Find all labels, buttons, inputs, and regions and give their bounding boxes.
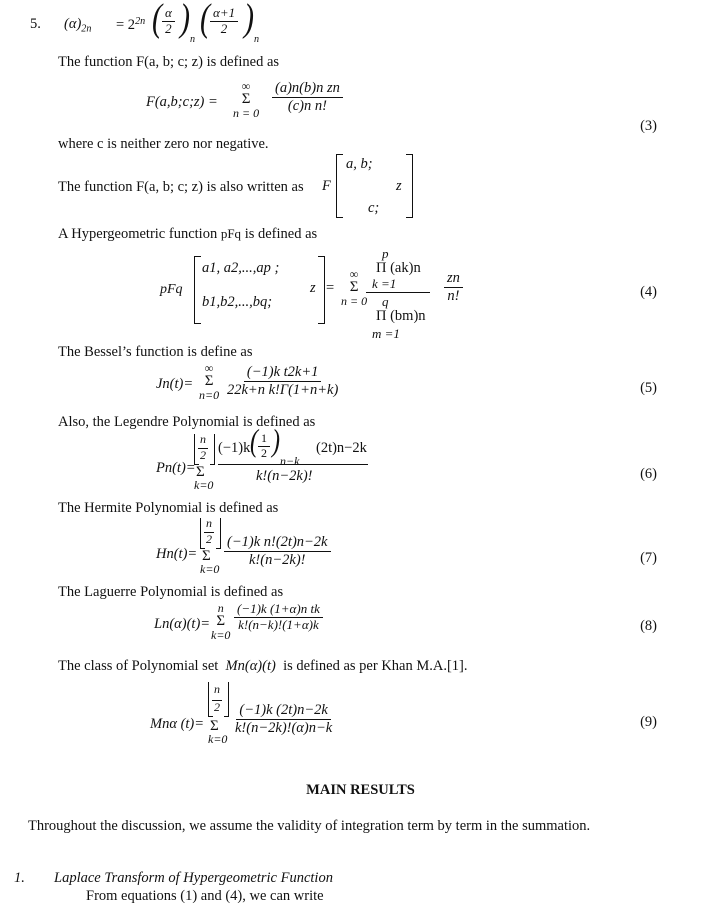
paragraph-hypergeometric: A Hypergeometric function pFq is defined as (58, 226, 318, 242)
equation-9-label: (9) (640, 714, 657, 730)
paragraph-legendre: Also, the Legendre Polynomial is defined as (58, 414, 316, 430)
equation-7: Hn(t)= n 2 Σ k=0 $\frac{\text{(−1)k n!(2t)n−2k}}{k!(n-2k)!}$ (156, 516, 356, 578)
m-symbol: Mn(α)(t) (225, 658, 276, 674)
paragraph-hermite: The Hermite Polynomial is defined as (58, 500, 279, 516)
equation-3: F(a,b;c;z) = ∞ Σ n = 0 $\frac{\text{(a)n(b)n zn}}{\text{(c)n n!}}$ (146, 80, 366, 130)
equation-4-label: (4) (640, 284, 657, 300)
paragraph-c-condition: where c is neither zero nor negative. (58, 136, 269, 152)
paragraph-class: The class of Polynomial set Mn(α)(t) is defined as per Khan M.A.[1]. (58, 658, 468, 674)
equation-8-label: (8) (640, 618, 657, 634)
equation-f-matrix: F a, b; z c; (322, 152, 422, 220)
paragraph-f-definition: The function F(a, b; c; z) is defined as (58, 54, 280, 70)
paragraph-assumption: Throughout the discussion, we assume the validity of integration term by term in the summation. (28, 818, 591, 834)
item-5-number: 5. (30, 16, 41, 32)
section-heading-main-results: MAIN RESULTS (306, 782, 415, 798)
section-1-number: 1. (14, 870, 25, 886)
equation-5-label: (5) (640, 380, 657, 396)
equation-7-label: (7) (640, 550, 657, 566)
equation-6: Pn(t)= n 2 Σ k=0 (−1)k ( $\frac{1}{2}$ ) n−k (2t)n−2k k!(n−2k)! (156, 425, 367, 492)
section-1-body: From equations (1) and (4), we can write (86, 888, 324, 904)
pfq-symbol: pFq (220, 226, 242, 241)
paragraph-laguerre: The Laguerre Polynomial is defined as (58, 584, 284, 600)
equation-6-label: (6) (640, 466, 657, 482)
equation-9: Mnα (t)= n 2 Σ k=0 $\frac{(-1)k (2t)n-2k}{k!(n-2k)!(\alpha)n-k}$ (150, 682, 333, 746)
equation-8: Ln(α)(t)= n Σ k=0 $\frac{\text{(−1)k (1+α)n tk}}{k!(n-k)!(1+\alpha)k}$ (154, 600, 354, 648)
equation-4: pFq a1, a2,...,ap ; b1,b2,...,bq; z = ∞ Σ n = 0 p Π (ak)n k =1 q Π (bm)n m =1 $\frac{zn}{n!}$ (160, 246, 490, 342)
equation-3-label: (3) (640, 118, 657, 134)
section-1-title: Laplace Transform of Hypergeometric Function (54, 870, 333, 886)
paragraph-bessel: The Bessel’s function is define as (58, 344, 253, 360)
equation-5: Jn(t)= ∞ Σ n=0 $\frac{\text{(−1)k t2k+1}}{\text{22k+n k!Γ(1+n+k)}}$ (156, 361, 339, 402)
paragraph-f-written: The function F(a, b; c; z) is also written as (58, 179, 304, 195)
